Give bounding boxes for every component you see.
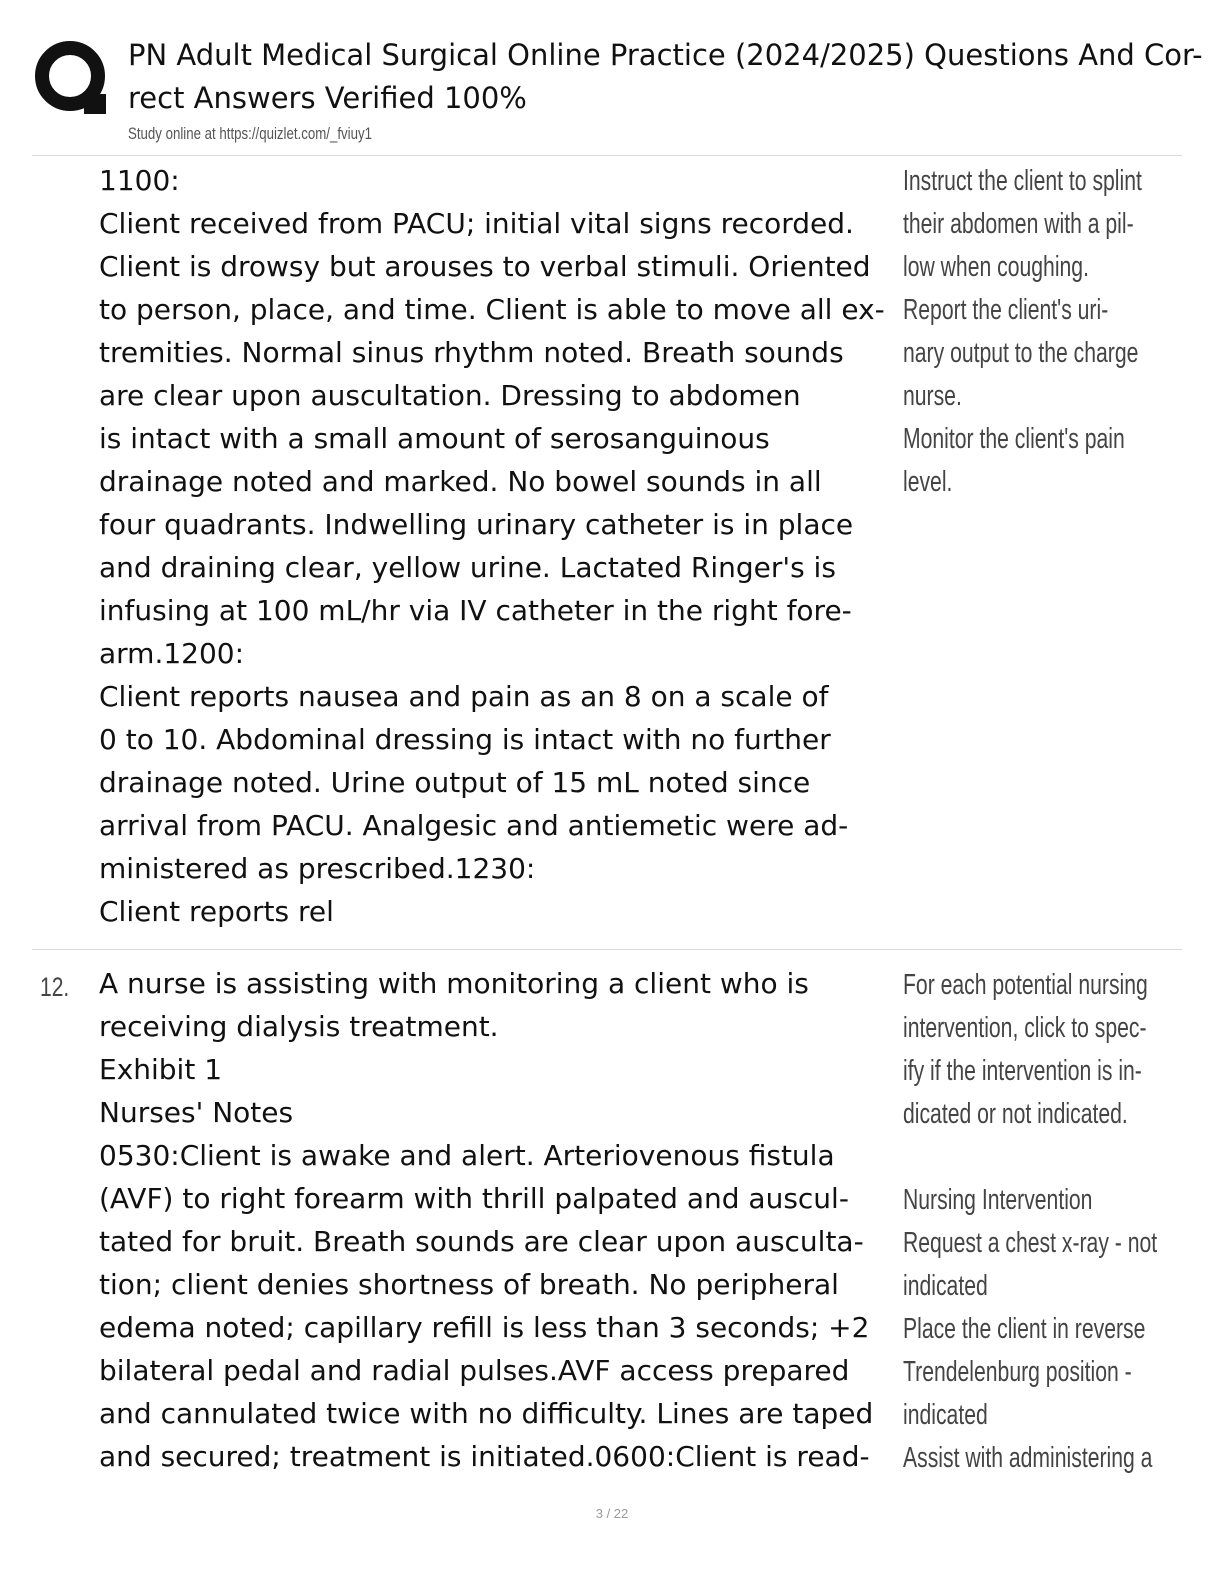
question-line: Client reports nausea and pain as an 8 on a scale of bbox=[99, 680, 829, 713]
answer-line: dicated or not indicated. bbox=[903, 1098, 1128, 1130]
question-line: is intact with a small amount of serosanguinous bbox=[99, 422, 770, 455]
question-line: 0 to 10. Abdominal dressing is intact with no further bbox=[99, 723, 831, 756]
question-line: to person, place, and time. Client is able to move all ex- bbox=[99, 293, 885, 326]
question-text bbox=[99, 962, 899, 1478]
answer-line: Nursing Intervention bbox=[903, 1184, 1093, 1216]
answer-line: nurse. bbox=[903, 380, 962, 412]
question-line: and draining clear, yellow urine. Lactated Ringer's is bbox=[99, 551, 836, 584]
question-line: arrival from PACU. Analgesic and antiemetic were ad- bbox=[99, 809, 849, 842]
answer-line: indicated bbox=[903, 1399, 988, 1431]
question-line: Exhibit 1 bbox=[99, 1053, 223, 1086]
question-line: are clear upon auscultation. Dressing to abdomen bbox=[99, 379, 801, 412]
answer-line: low when coughing. bbox=[903, 251, 1089, 283]
question-line: drainage noted. Urine output of 15 mL noted since bbox=[99, 766, 811, 799]
question-line: Client is drowsy but arouses to verbal stimuli. Oriented bbox=[99, 250, 871, 283]
answer-line: Request a chest x-ray - not bbox=[903, 1227, 1158, 1259]
question-line: (AVF) to right forearm with thrill palpated and auscul- bbox=[99, 1182, 849, 1215]
page-title bbox=[128, 34, 1216, 120]
answer-line: level. bbox=[903, 466, 953, 498]
study-online-link[interactable]: Study online at https://quizlet.com/_fviuy1 bbox=[128, 124, 372, 143]
question-line: tated for bruit. Breath sounds are clear upon ausculta- bbox=[99, 1225, 864, 1258]
answer-line: intervention, click to spec- bbox=[903, 1012, 1147, 1044]
answer-line: Place the client in reverse bbox=[903, 1313, 1146, 1345]
question-line: and cannulated twice with no difficulty. Lines are taped bbox=[99, 1397, 874, 1430]
question-line: Client reports rel bbox=[99, 895, 334, 928]
answer-line: indicated bbox=[903, 1270, 988, 1302]
page-number: 3 / 22 bbox=[595, 1506, 629, 1521]
question-line: and secured; treatment is initiated.0600:Client is read- bbox=[99, 1440, 870, 1473]
question-number: 12. bbox=[40, 972, 70, 1002]
question-line: tremities. Normal sinus rhythm noted. Breath sounds bbox=[99, 336, 844, 369]
answer-line: Assist with administering a bbox=[903, 1442, 1153, 1474]
answer-line: Trendelenburg position - bbox=[903, 1356, 1132, 1388]
page-header bbox=[32, 30, 1212, 154]
answer-text bbox=[903, 964, 1195, 1480]
answer-line: Monitor the client's pain bbox=[903, 423, 1125, 455]
title-line: PN Adult Medical Surgical Online Practice (2024/2025) Questions And Cor- bbox=[128, 38, 1203, 72]
question-line: receiving dialysis treatment. bbox=[99, 1010, 499, 1043]
question-line: drainage noted and marked. No bowel sounds in all bbox=[99, 465, 822, 498]
answer-line: For each potential nursing bbox=[903, 969, 1148, 1001]
answer-line: ify if the intervention is in- bbox=[903, 1055, 1142, 1087]
question-line: Client received from PACU; initial vital signs recorded. bbox=[99, 207, 854, 240]
divider bbox=[32, 155, 1182, 156]
question-line: bilateral pedal and radial pulses.AVF access prepared bbox=[99, 1354, 850, 1387]
answer-line: Instruct the client to splint bbox=[903, 165, 1142, 197]
spacer bbox=[903, 1136, 1195, 1179]
answer-line: their abdomen with a pil- bbox=[903, 208, 1134, 240]
question-line: arm.1200: bbox=[99, 637, 245, 670]
quizlet-logo-icon bbox=[32, 38, 112, 118]
answer-line: nary output to the charge bbox=[903, 337, 1139, 369]
question-line: 1100: bbox=[99, 164, 180, 197]
divider bbox=[32, 949, 1182, 950]
question-line: tion; client denies shortness of breath. No peripheral bbox=[99, 1268, 839, 1301]
question-line: ministered as prescribed.1230: bbox=[99, 852, 536, 885]
question-line: A nurse is assisting with monitoring a client who is bbox=[99, 967, 809, 1000]
question-line: infusing at 100 mL/hr via IV catheter in the right fore- bbox=[99, 594, 852, 627]
question-text bbox=[99, 159, 899, 933]
question-line: Nurses' Notes bbox=[99, 1096, 294, 1129]
title-line: rect Answers Verified 100% bbox=[128, 81, 527, 115]
question-line: four quadrants. Indwelling urinary catheter is in place bbox=[99, 508, 854, 541]
question-line: edema noted; capillary refill is less than 3 seconds; +2 bbox=[99, 1311, 870, 1344]
answer-line: Report the client's uri- bbox=[903, 294, 1109, 326]
question-line: 0530:Client is awake and alert. Arteriovenous fistula bbox=[99, 1139, 835, 1172]
answer-text bbox=[903, 160, 1195, 504]
